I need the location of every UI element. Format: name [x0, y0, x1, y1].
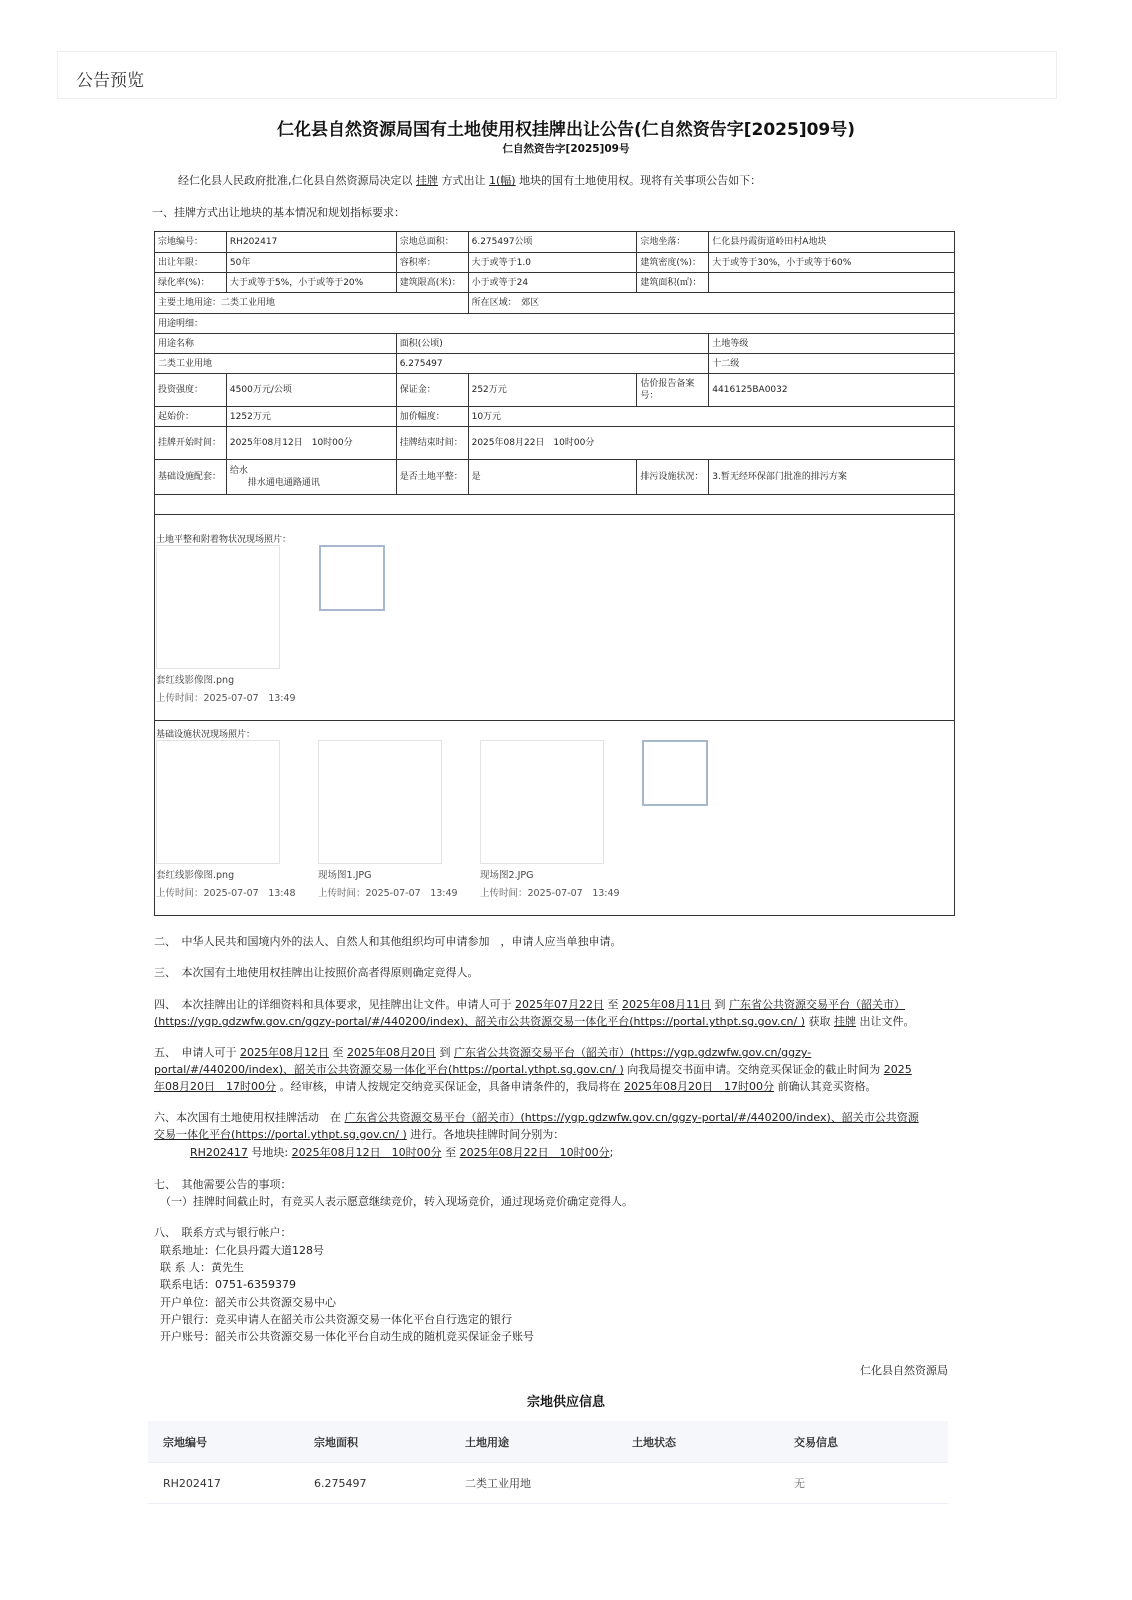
- section-5-line1: 五、 申请人可于 2025年08月12日 至 2025年08月20日 到 广东省公共资源交易平台（韶关市）(https://ygp.gdzwfw.gov.cn/ggzy-: [154, 1046, 812, 1059]
- contact-address: 联系地址：仁化县丹霞大道128号: [160, 1244, 324, 1257]
- section-5-line3: 年08月20日 17时00分 。经审核，申请人按规定交纳竞买保证金，具备申请条件的，我局将在 2025年08月20日 17时00分 前确认其竞买资格。: [154, 1080, 877, 1093]
- photo-upload-time: 上传时间：2025-07-07 13:49: [318, 888, 458, 899]
- preview-header: [57, 51, 1057, 99]
- account-bank: 开户银行：竞买申请人在韶关市公共资源交易一体化平台自行选定的银行: [160, 1313, 512, 1326]
- column-header: 宗地编号: [148, 1421, 299, 1463]
- table-row: 基础设施配套： 给水 排水通电通路通讯 是否土地平整： 是 排污设施状况： 3.暂无经环保部门批准的排污方案: [155, 460, 955, 495]
- photo-thumbnail[interactable]: [156, 740, 280, 864]
- account-holder: 开户单位：韶关市公共资源交易中心: [160, 1296, 336, 1309]
- intro-paragraph: 经仁化县人民政府批准,仁化县自然资源局决定以 挂牌 方式出让 1(幅) 地块的国有土地使用权。现将有关事项公告如下：: [178, 174, 762, 187]
- preview-header-title: 公告预览: [76, 71, 144, 91]
- section-6-line1: 六、本次国有土地使用权挂牌活动 在 广东省公共资源交易平台（韶关市）(https://ygp.gdzwfw.gov.cn/ggzy-portal/#/440200/index)、韶关市公共资源: [154, 1111, 919, 1124]
- column-header: 交易信息: [779, 1421, 948, 1463]
- contact-person: 联 系 人：黄先生: [160, 1261, 244, 1274]
- table-row: 用途名称 面积(公顷) 土地等级: [155, 334, 955, 354]
- table-row: 起始价： 1252万元 加价幅度： 10万元: [155, 407, 955, 427]
- table-row: 宗地编号： RH202417 宗地总面积： 6.275497公顷 宗地坐落： 仁化县丹霞街道岭田村A地块: [155, 232, 955, 253]
- table-row: 主要土地用途：二类工业用地 所在区域： 郊区: [155, 293, 955, 314]
- contact-phone: 联系电话：0751-6359379: [160, 1278, 296, 1291]
- section-5-line2: portal/#/440200/index)、韶关市公共资源交易一体化平台(https://portal.ythpt.sg.gov.cn/ ) 向我局提交书面申请。交纳竞买保证金的截止时间为 2025: [154, 1063, 912, 1076]
- photos-infrastructure-label: 基础设施状况现场照片：: [156, 730, 256, 740]
- plot-info-table: [154, 231, 955, 515]
- section-7-item-1: （一）挂牌时间截止时，有竞买人表示愿意继续竞价，转入现场竞价，通过现场竞价确定竞得人。: [160, 1195, 633, 1208]
- photo-upload-time: 上传时间：2025-07-07 13:49: [480, 888, 620, 899]
- supply-info-title: 宗地供应信息: [526, 1395, 605, 1410]
- table-row: RH202417 6.275497 二类工业用地 无: [148, 1463, 948, 1504]
- table-header-row: [148, 1421, 948, 1463]
- photo-filename[interactable]: 套红线影像图.png: [156, 870, 235, 881]
- section-3: 三、 本次国有土地使用权挂牌出让按照价高者得原则确定竞得人。: [154, 966, 479, 979]
- photo-filename[interactable]: 现场图2.JPG: [480, 870, 534, 881]
- supply-info-table: [148, 1421, 948, 1504]
- section-1-heading: 一、挂牌方式出让地块的基本情况和规划指标要求：: [152, 206, 405, 219]
- photo-thumbnail[interactable]: [156, 545, 280, 669]
- table-row: 投资强度： 4500万元/公顷 保证金： 252万元 估价报告备案号： 4416125BA0032: [155, 374, 955, 407]
- column-header: 宗地面积: [299, 1421, 450, 1463]
- section-2: 二、 中华人民共和国境内外的法人、自然人和其他组织均可申请参加 ，申请人应当单独申请。: [154, 935, 622, 948]
- broken-image-icon: [319, 545, 385, 611]
- table-row: 用途明细：: [155, 314, 955, 334]
- notice-number: 仁自然资告字[2025]09号: [502, 143, 630, 155]
- signature: 仁化县自然资源局: [860, 1364, 948, 1377]
- section-6-line3: RH202417 号地块: 2025年08月12日 10时00分 至 2025年08月22日 10时00分;: [190, 1146, 614, 1159]
- table-row: 出让年限： 50年 容积率： 大于或等于1.0 建筑密度(%)： 大于或等于30%，小于或等于60%: [155, 253, 955, 273]
- column-header: 土地状态: [617, 1421, 779, 1463]
- section-4-line1: 四、 本次挂牌出让的详细资料和具体要求，见挂牌出让文件。申请人可于 2025年07月22日 至 2025年08月11日 到 广东省公共资源交易平台（韶关市）: [154, 998, 905, 1011]
- account-number: 开户账号：韶关市公共资源交易一体化平台自动生成的随机竞买保证金子账号: [160, 1330, 534, 1343]
- photo-filename[interactable]: 套红线影像图.png: [156, 675, 235, 686]
- broken-image-icon: [642, 740, 708, 806]
- table-row: [155, 495, 955, 515]
- photo-divider: [155, 720, 954, 721]
- photo-thumbnail[interactable]: [318, 740, 442, 864]
- table-row: 挂牌开始时间： 2025年08月12日 10时00分 挂牌结束时间： 2025年08月22日 10时00分: [155, 427, 955, 460]
- column-header: 土地用途: [450, 1421, 617, 1463]
- photo-upload-time: 上传时间：2025-07-07 13:48: [156, 888, 296, 899]
- photo-upload-time: 上传时间：2025-07-07 13:49: [156, 693, 296, 704]
- photos-leveling-label: 土地平整和附着物状况现场照片：: [156, 535, 292, 545]
- section-4-line2: (https://ygp.gdzwfw.gov.cn/ggzy-portal/#/440200/index)、韶关市公共资源交易一体化平台(https://portal.ythpt.sg.gov.cn/ ) 获取 挂牌 出让文件。: [154, 1015, 915, 1028]
- photo-filename[interactable]: 现场图1.JPG: [318, 870, 372, 881]
- section-8-heading: 八、 联系方式与银行帐户：: [154, 1226, 292, 1239]
- section-7-heading: 七、 其他需要公告的事项：: [154, 1178, 292, 1191]
- table-row: 二类工业用地 6.275497 十二级: [155, 354, 955, 374]
- section-6-line2: 交易一体化平台(https://portal.ythpt.sg.gov.cn/ ) 进行。各地块挂牌时间分别为：: [154, 1128, 565, 1141]
- photo-thumbnail[interactable]: [480, 740, 604, 864]
- notice-title: 仁化县自然资源局国有土地使用权挂牌出让公告(仁自然资告字[2025]09号): [276, 120, 856, 140]
- table-row: 绿化率(%)： 大于或等于5%，小于或等于20% 建筑限高(米)： 小于或等于24 建筑面积(㎡)：: [155, 273, 955, 293]
